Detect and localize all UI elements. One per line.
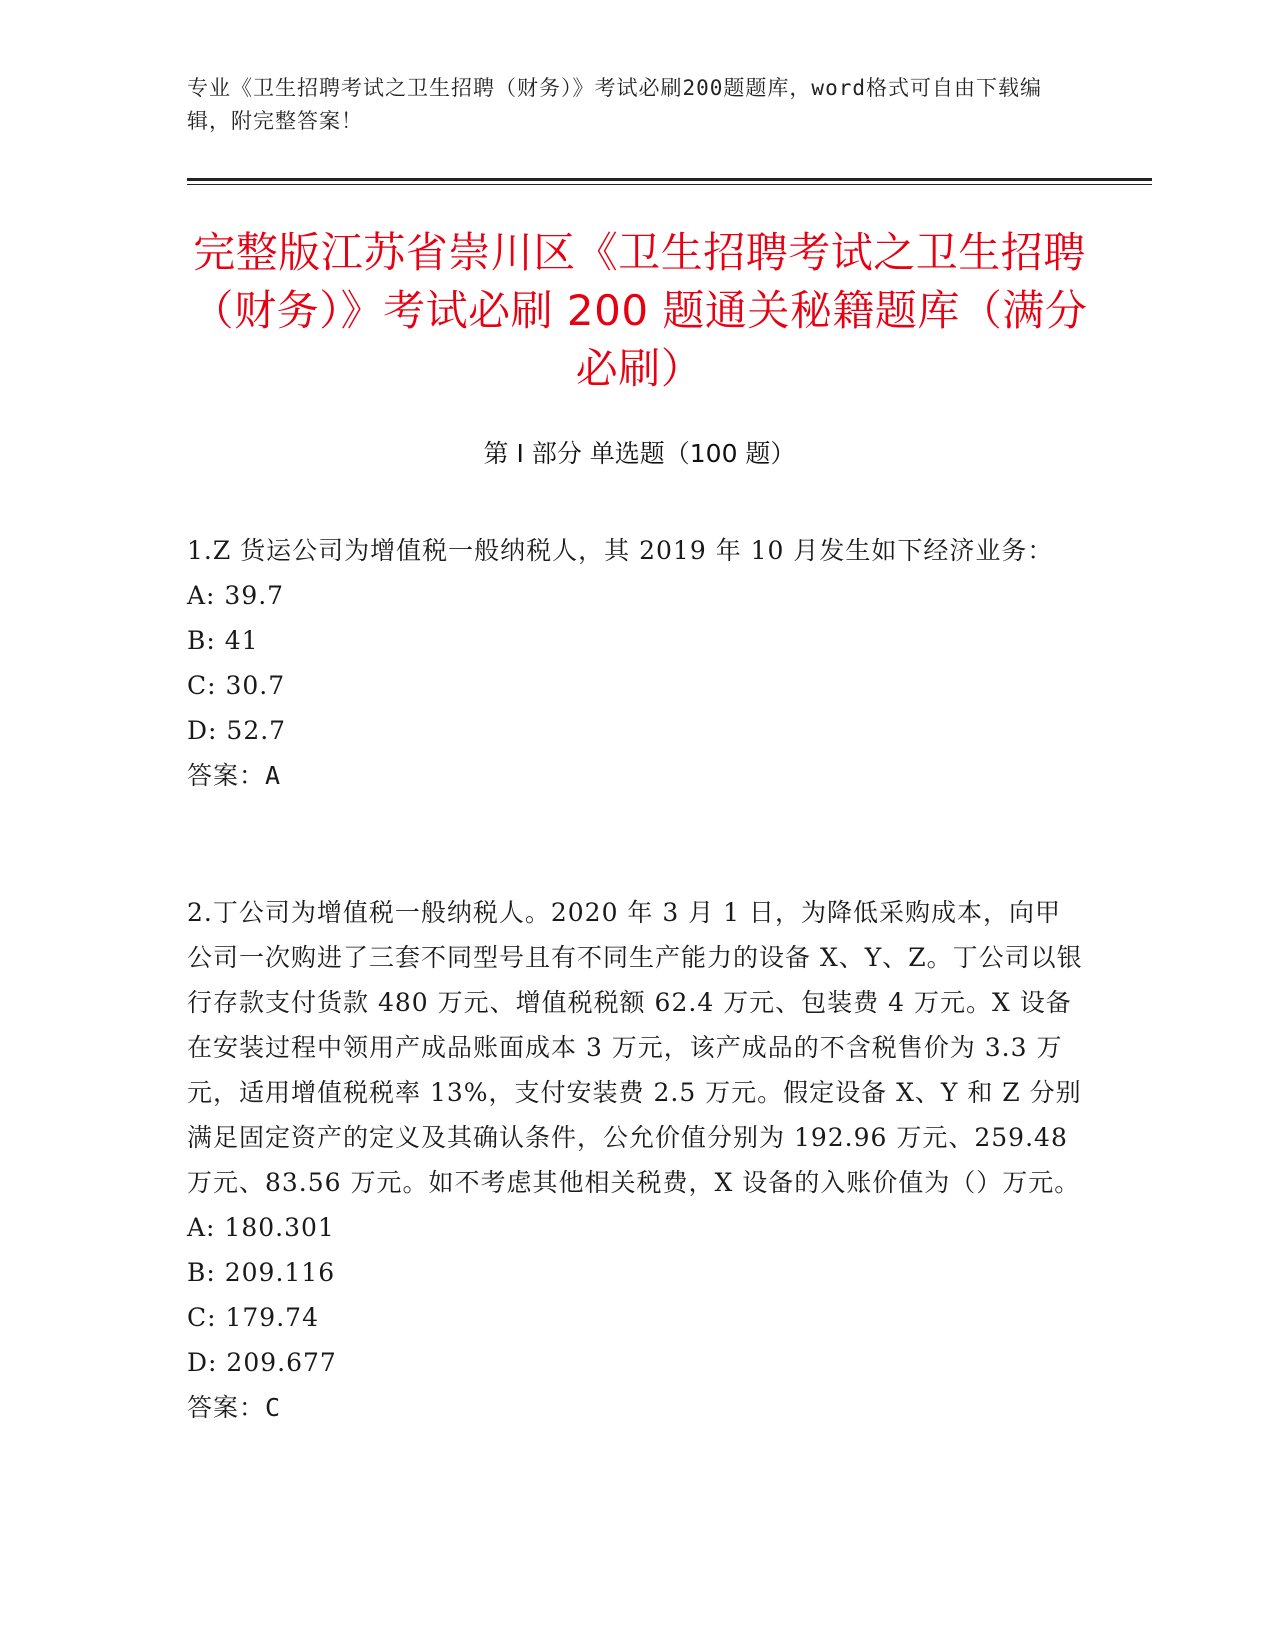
option-c: C: 30.7 xyxy=(187,671,286,700)
option-d: D: 52.7 xyxy=(187,716,287,745)
answer xyxy=(187,1385,1087,1430)
question-1 xyxy=(187,528,1087,798)
answer-value: A xyxy=(265,761,282,790)
question-stem: 1.Z 货运公司为增值税一般纳税人，其 2019 年 10 月发生如下经济业务： xyxy=(187,536,1054,565)
answer xyxy=(187,753,1087,798)
header-note: 专业《卫生招聘考试之卫生招聘（财务）》考试必刷200题题库，word格式可自由下载编辑，附完整答案！ xyxy=(187,76,1042,133)
answer-label: 答案： xyxy=(187,1393,266,1422)
section-heading: 第 I 部分 单选题（100 题） xyxy=(483,439,796,468)
answer-label: 答案： xyxy=(187,761,266,790)
option-b: B: 41 xyxy=(187,626,259,655)
option-b: B: 209.116 xyxy=(187,1258,336,1287)
header-rule-thick xyxy=(187,178,1152,181)
header-rule-thin xyxy=(187,184,1152,185)
option-c: C: 179.74 xyxy=(187,1303,319,1332)
question-2 xyxy=(187,890,1087,1430)
document-title: 完整版江苏省崇川区《卫生招聘考试之卫生招聘（财务）》考试必刷 200 题通关秘籍题库（满分必刷） xyxy=(191,228,1088,393)
option-a: A: 180.301 xyxy=(187,1213,335,1242)
question-stem: 2.丁公司为增值税一般纳税人。2020 年 3 月 1 日，为降低采购成本，向甲公司一次购进了三套不同型号且有不同生产能力的设备 X、Y、Z。丁公司以银行存款支付货款 480 万元、增值税税额 62.4 万元、包装费 4 万元。X 设备在安装过程中领用产成品账面成本 3 万元，该产成品的不含税售价为 3.3 万元，适用增值税税率 13%，支付安装费 2.5 万元。假定设备 X、Y 和 Z 分别满足固定资产的定义及其确认条件，公允价值分别为 192.96 万元、259.48 万元、83.56 万元。如不考虑其他相关税费，X 设备的入账价值为（）万元。 xyxy=(187,898,1083,1197)
option-a: A: 39.7 xyxy=(187,581,285,610)
answer-value: C xyxy=(265,1393,282,1422)
option-d: D: 209.677 xyxy=(187,1348,337,1377)
